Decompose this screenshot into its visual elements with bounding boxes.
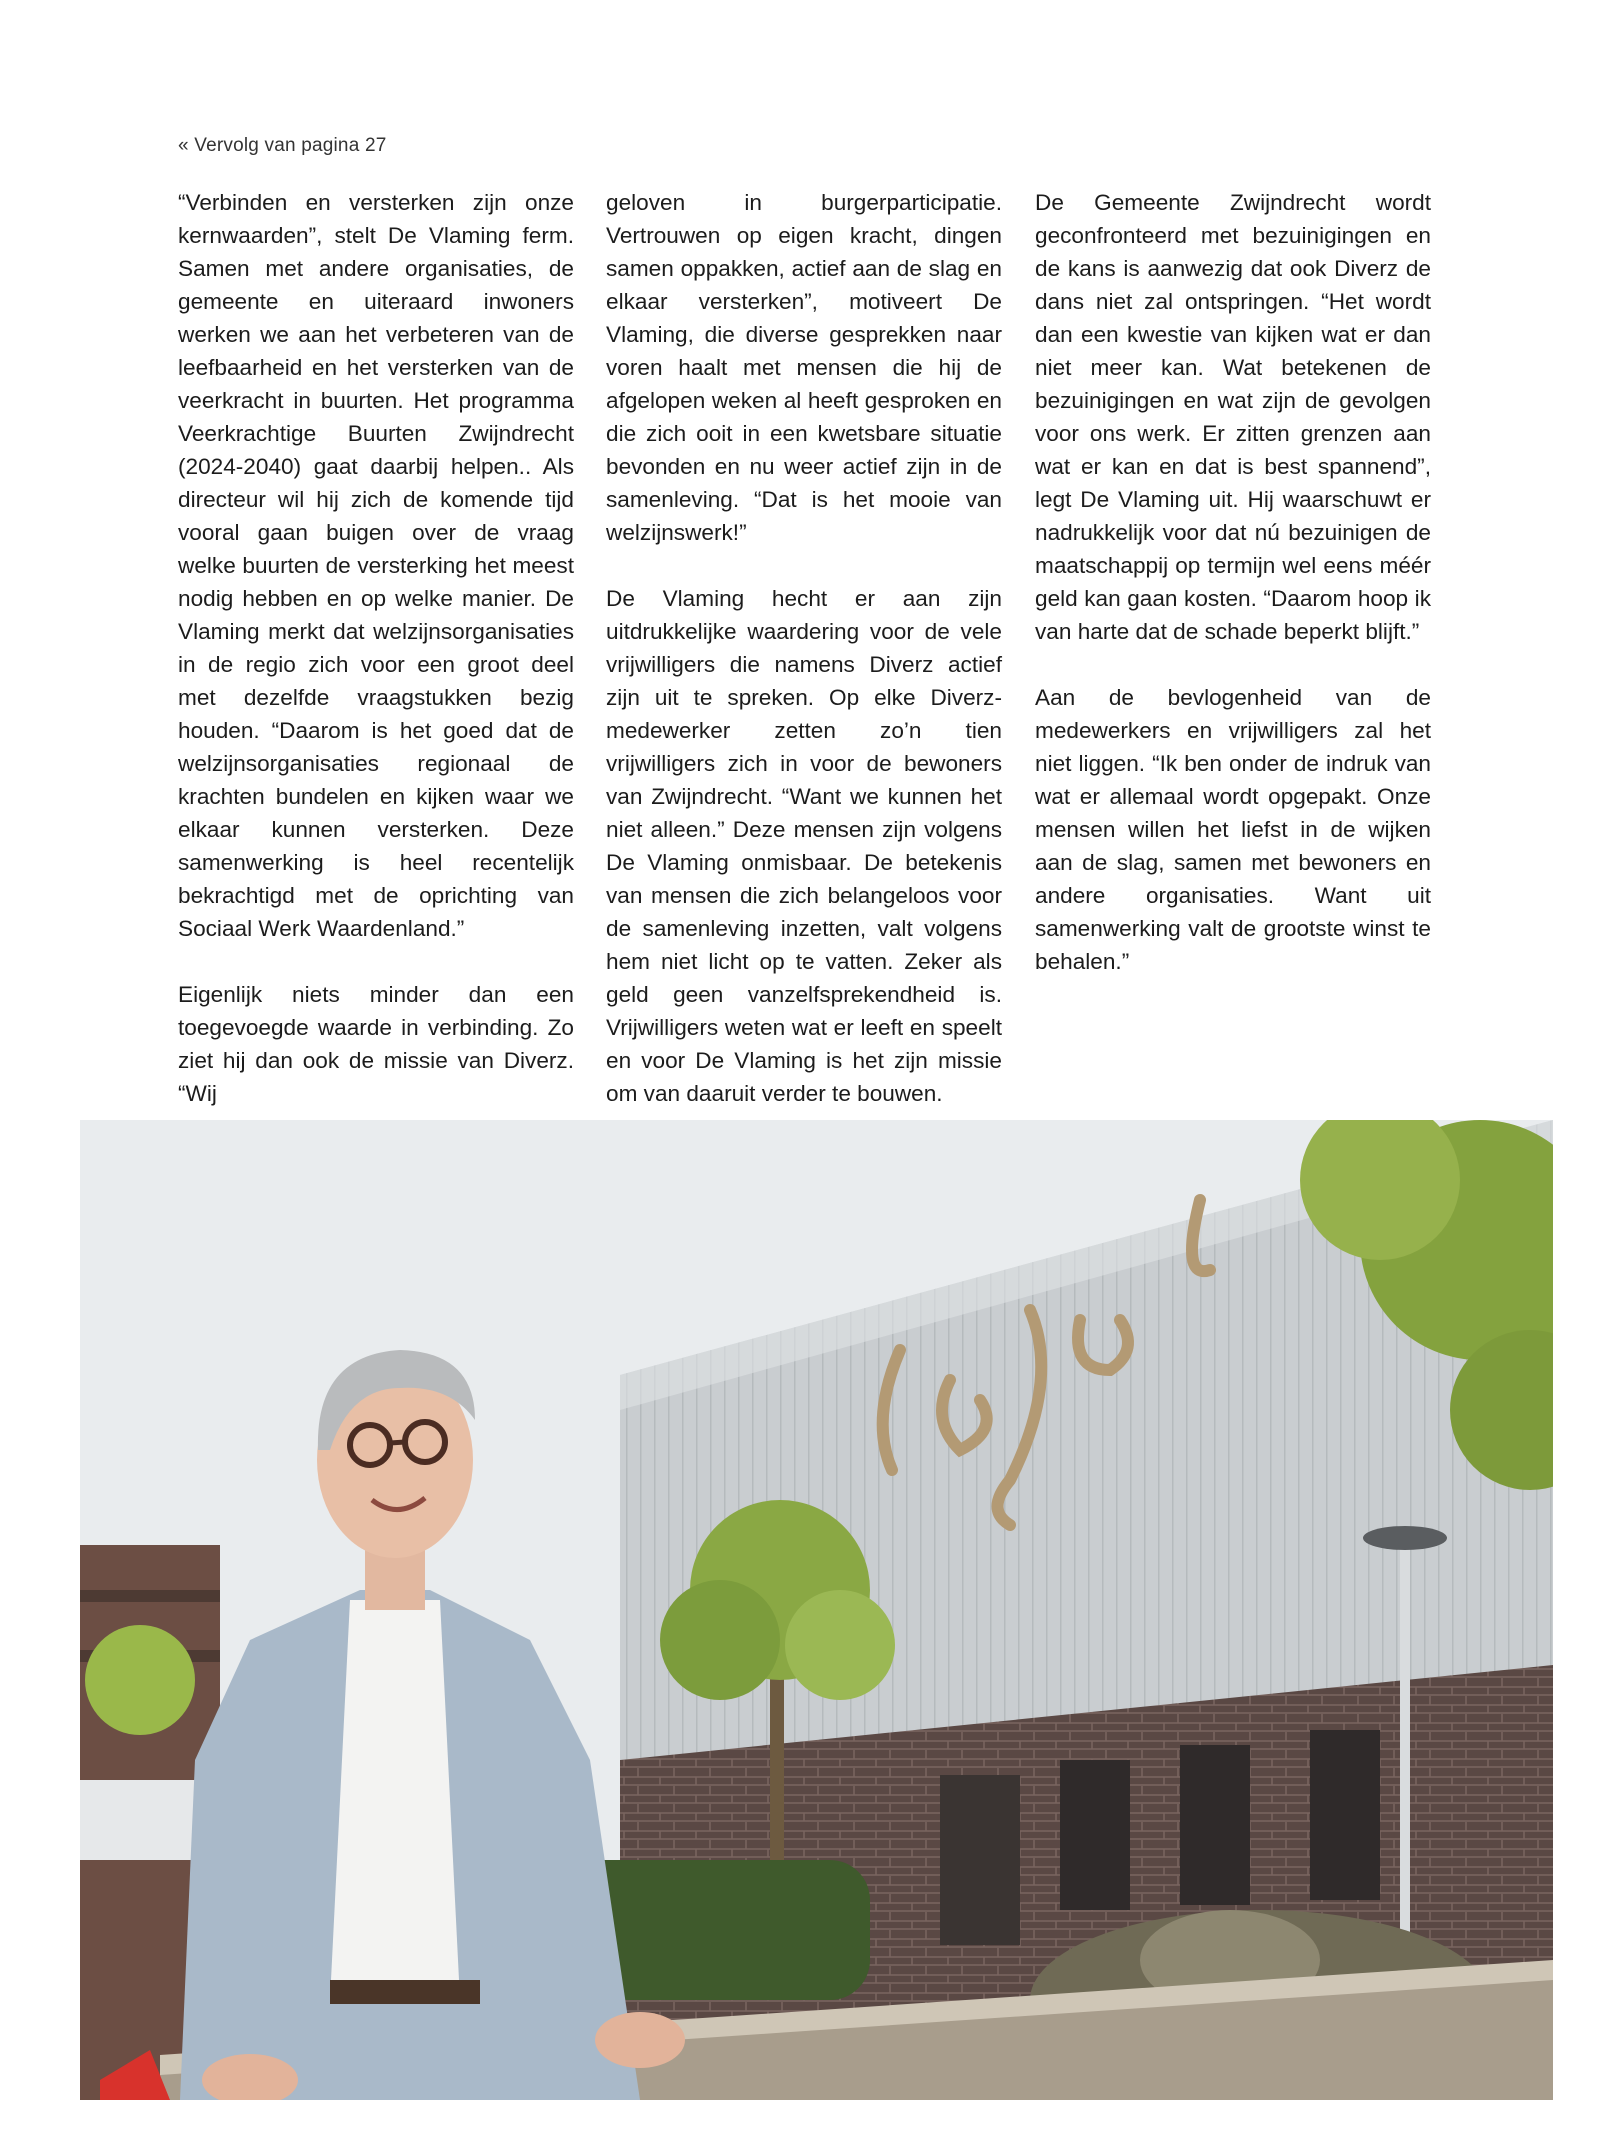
article-column-3 [1035,186,1431,978]
hand [595,2012,685,2068]
paragraph: geloven in burgerparticipatie. Vertrouwen op eigen kracht, dingen samen oppakken, actief aan de slag en elkaar versterken”, motiveert De Vlaming, die diverse gesprekken naar voren haalt met mensen die hij de afgelopen weken al heeft gesproken en die zich ooit in een kwetsbare situatie bevonden en nu weer actief zijn in de samenleving. “Dat is het mooie van welzijnswerk!” [606,190,1002,545]
door [940,1775,1020,1945]
window [1180,1745,1250,1905]
paragraph: Aan de bevlogenheid van de medewerkers en vrijwilligers zal het niet liggen. “Ik ben onder de indruk van wat er allemaal wordt opgepakt. Onze mensen willen het liefst in de wijken aan de slag, samen met bewoners en andere organisaties. Want uit samenwerking valt de grootste winst te behalen.” [1035,685,1431,974]
continuation-note: « Vervolg van pagina 27 [178,135,387,156]
paragraph: De Gemeente Zwijndrecht wordt geconfronteerd met bezuinigingen en de kans is aanwezig dat ook Diverz de dans niet zal ontspringen. “Het wordt dan een kwestie van kijken wat er dan niet meer kan. Wat betekenen de bezuinigingen en wat zijn de gevolgen voor ons werk. Er zitten grenzen aan wat er kan en dat is best spannend”, legt De Vlaming uit. Hij waarschuwt er nadrukkelijk voor dat nú bezuinigen de maatschappij op termijn wel eens méér geld kan gaan kosten. “Daarom hoop ik van harte dat de schade beperkt blijft.” [1035,190,1431,644]
article-photo [80,1120,1553,2100]
photo-illustration [80,1120,1553,2100]
window [1310,1730,1380,1900]
lamp-post [1400,1540,1410,1960]
shirt [330,1600,460,2000]
paragraph: Eigenlijk niets minder dan een toegevoegde waarde in verbinding. Zo ziet hij dan ook de missie van Diverz. “Wij [178,982,574,1106]
article-column-2 [606,186,1002,1110]
belt [330,1980,480,2004]
tree [85,1625,195,1735]
paragraph: De Vlaming hecht er aan zijn uitdrukkelijke waardering voor de vele vrijwilligers die namens Diverz actief zijn uit te spreken. Op elke Diverz-medewerker zetten zo’n tien vrijwilligers zich in voor de bewoners van Zwijndrecht. “Want we kunnen het niet alleen.” Deze mensen zijn volgens De Vlaming onmisbaar. De betekenis van mensen die zich belangeloos voor de samenleving inzetten, valt volgens hem niet licht op te vatten. Zeker als geld geen vanzelfsprekendheid is. Vrijwilligers weten wat er leeft en speelt en voor De Vlaming is het zijn missie om van daaruit verder te bouwen. [606,586,1002,1106]
window [1060,1760,1130,1910]
paragraph: “Verbinden en versterken zijn onze kernwaarden”, stelt De Vlaming ferm. Samen met andere organisaties, de gemeente en uiteraard inwoners werken we aan het verbeteren van de leefbaarheid en het versterken van de veerkracht in buurten. Het programma Veerkrachtige Buurten Zwijndrecht (2024-2040) gaat daarbij helpen.. Als directeur wil hij zich de komende tijd vooral gaan buigen over de vraag welke buurten de versterking het meest nodig hebben en op welke manier. De Vlaming merkt dat welzijnsorganisaties in de regio zich voor een groot deel met dezelfde vraagstukken bezig houden. “Daarom is het goed dat de welzijnsorganisaties regionaal de krachten bundelen en kijken waar we elkaar kunnen versterken. Deze samenwerking is heel recentelijk bekrachtigd met de oprichting van Sociaal Werk Waardenland.” [178,190,574,941]
article-column-1 [178,186,574,1110]
